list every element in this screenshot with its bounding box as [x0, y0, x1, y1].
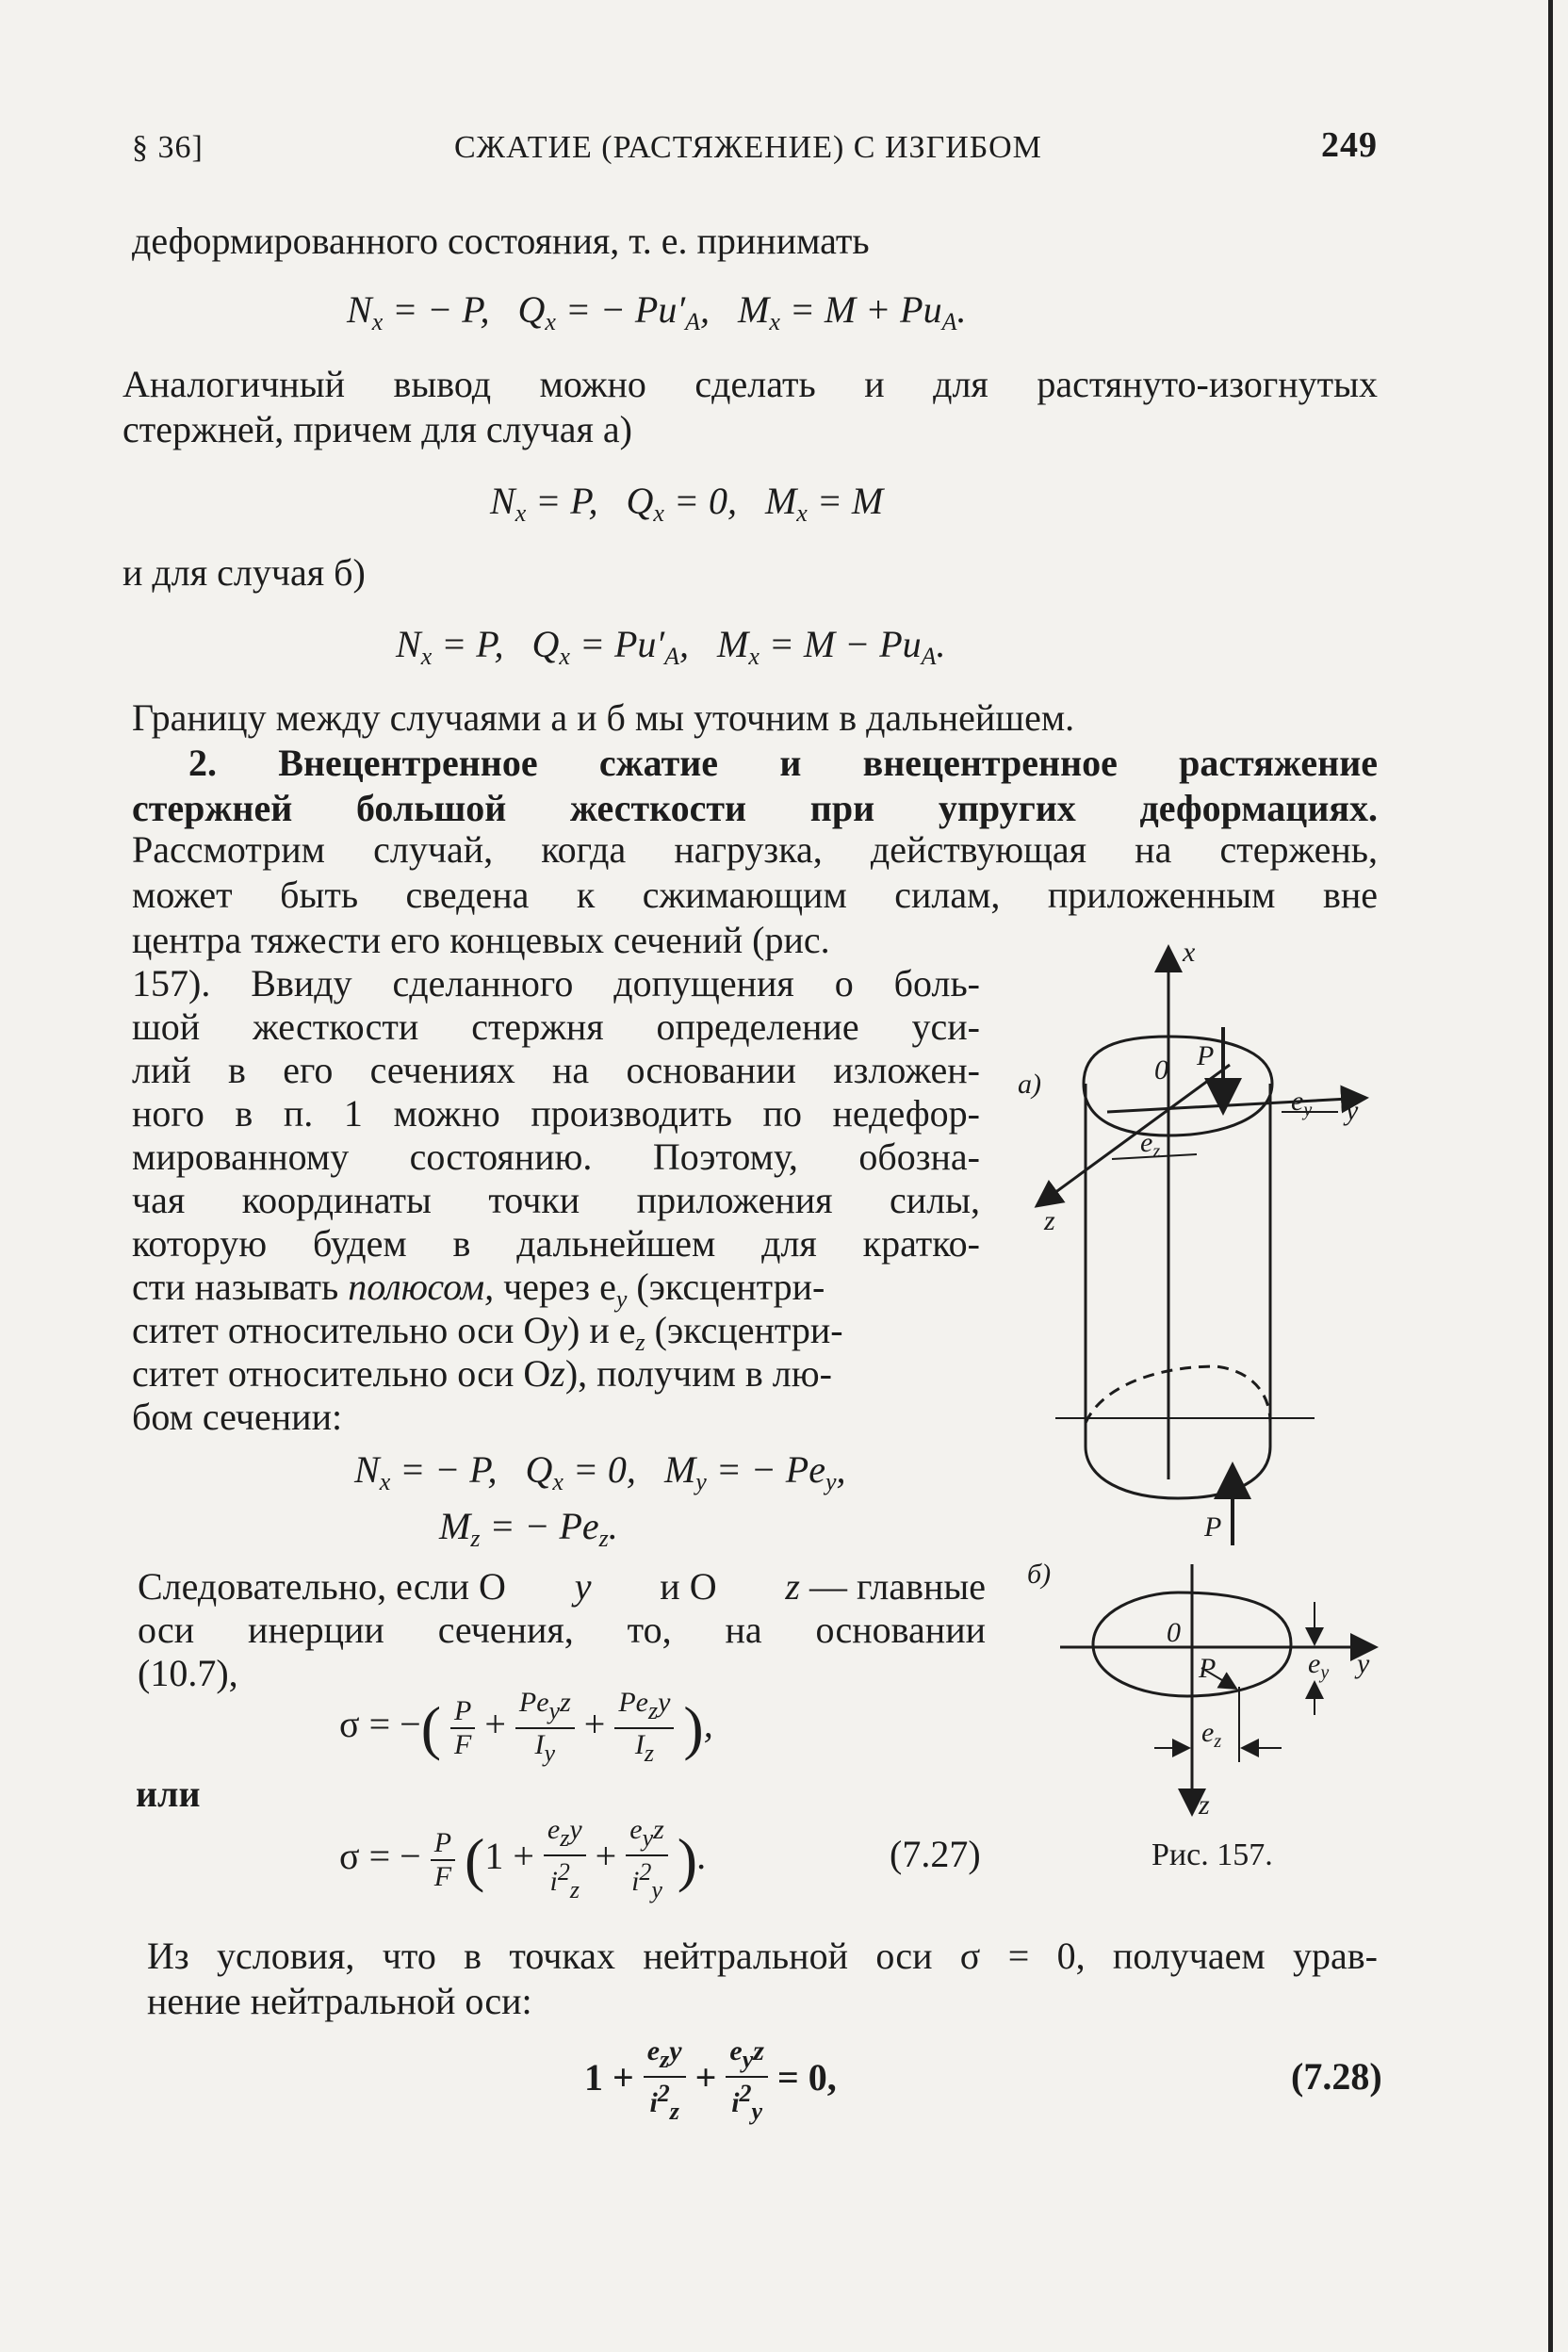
paragraph-2-line-1: Аналогичный вывод можно сделать и для растянуто-изогнутых	[122, 363, 1378, 405]
header-title: СЖАТИЕ (РАСТЯЖЕНИЕ) С ИЗГИБОМ	[454, 130, 1042, 165]
section-2-line-8: лий в его сечениях на основании изложен-	[132, 1049, 980, 1091]
paragraph-5-line-1: Следовательно, если O y и O z — главные	[138, 1565, 986, 1608]
section-2-heading-line-1: 2. Внецентренное сжатие и внецентренное растяжение	[188, 742, 1378, 784]
force-label-top: P	[1197, 1040, 1215, 1071]
equation-6: σ = −( $\frac{P}{F}$ + $\frac{Pe_yz}{I_y}$ + $\frac{Pe_zy}{I_z}$ ),	[339, 1687, 713, 1767]
figure-caption: Рис. 157.	[1152, 1838, 1273, 1872]
paragraph-7-line-2: нение нейтральной оси:	[147, 1980, 532, 2022]
x-axis-label: x	[1183, 937, 1196, 968]
force-label-bottom: P	[1204, 1511, 1222, 1543]
paragraph-7-line-1: Из условия, что в точках нейтральной оси σ = 0, получаем урав-	[147, 1935, 1378, 1977]
section-2-line-14: ситет относительно оси Oy) и $e_z$ (эксцентри-	[132, 1309, 843, 1356]
equation-7-27: σ = − $\frac{P}{F}$ (1 + $\frac{e_zy}{i^2_z}$ + $\frac{e_yz}{i^2_y}$ ).	[339, 1814, 708, 1903]
section-2-line-3: Рассмотрим случай, когда нагрузка, действующая на стержень,	[132, 828, 1378, 871]
top-section-outline	[1084, 1037, 1272, 1135]
z-axis-a	[1037, 1065, 1230, 1206]
section-2-line-11: чая координаты точки приложения силы,	[132, 1179, 980, 1221]
bottom-section-hidden	[1086, 1366, 1270, 1423]
paragraph-3: и для случая б)	[122, 551, 366, 594]
paragraph-4: Границу между случаями а и б мы уточним в дальнейшем.	[132, 696, 1075, 739]
paragraph-5-line-3: (10.7),	[138, 1652, 238, 1694]
scan-edge	[1548, 0, 1553, 2352]
paragraph-2-line-2: стержней, причем для случая а)	[122, 408, 632, 450]
section-2-line-16: бом сечении:	[132, 1396, 343, 1438]
ey-label-a: $e_y$	[1291, 1086, 1313, 1120]
section-2-line-15: ситет относительно оси Oz), получим в лю-	[132, 1352, 832, 1395]
ez-label-b: $e_z$	[1201, 1717, 1222, 1752]
equation-7-28: 1 + $\frac{e_zy}{i^2_z}$ + $\frac{e_yz}{i^2_y}$ = 0,	[584, 2035, 837, 2125]
y-axis-label-a: y	[1346, 1095, 1359, 1126]
figure-label-a: а)	[1018, 1069, 1041, 1100]
pole-label-b: P	[1199, 1653, 1217, 1684]
section-2-line-4: может быть сведена к сжимающим силам, приложенным вне	[132, 874, 1378, 916]
equation-number-7-27: (7.27)	[890, 1833, 981, 1875]
section-2-line-7: шой жесткости стержня определение уси-	[132, 1005, 980, 1048]
ey-label-b: $e_y$	[1308, 1648, 1330, 1683]
ez-label-a: $e_z$	[1140, 1127, 1161, 1162]
section-2-line-12: которую будем в дальнейшем для кратко-	[132, 1222, 980, 1265]
z-axis-label-b: z	[1199, 1789, 1210, 1821]
equation-3: $N_x = P$, $Q_x = Pu'_A$, $M_x = M - Pu_A$.	[396, 623, 946, 670]
bottom-section-front	[1086, 1446, 1270, 1498]
paragraph-6: или	[136, 1772, 201, 1815]
figure-label-b: б)	[1027, 1559, 1052, 1590]
section-2-line-9: ного в п. 1 можно производить по недефор-	[132, 1092, 980, 1135]
paragraph-1: деформированного состояния, т. е. принимать	[132, 220, 870, 262]
equation-2: $N_x = P$, $Q_x = 0$, $M_x = M$	[490, 480, 884, 527]
page-number: 249	[1321, 125, 1378, 165]
section-2-line-13: сти называть полюсом, через $e_y$ (эксцентри-	[132, 1266, 825, 1313]
figure-157	[1008, 923, 1404, 1866]
origin-label-a: 0	[1154, 1054, 1168, 1086]
section-2-heading-line-2: стержней большой жесткости при упругих деформациях.	[132, 787, 1378, 829]
y-axis-a	[1107, 1098, 1366, 1112]
section-2-line-6: 157). Ввиду сделанного допущения о боль-	[132, 962, 980, 1004]
z-axis-label-a: z	[1044, 1205, 1055, 1236]
equation-5: $M_z$ = − $Pe_z$.	[439, 1505, 618, 1552]
origin-label-b: 0	[1167, 1617, 1181, 1648]
equation-number-7-28: (7.28)	[1291, 2055, 1382, 2098]
y-axis-label-b: y	[1357, 1648, 1370, 1679]
paragraph-5-line-2: оси инерции сечения, то, на основании	[138, 1609, 986, 1651]
section-2-line-5: центра тяжести его концевых сечений (рис.	[132, 919, 830, 961]
equation-1: $N_x$ = − P, $Q_x$ = − $Pu'_A$, $M_x = M + Pu_A$.	[347, 288, 967, 335]
header-section: § 36]	[132, 130, 204, 165]
equation-4: $N_x$ = − P, $Q_x = 0$, $M_y$ = − $Pe_y$,	[354, 1448, 846, 1495]
section-2-line-10: мированному состоянию. Поэтому, обозна-	[132, 1135, 980, 1178]
